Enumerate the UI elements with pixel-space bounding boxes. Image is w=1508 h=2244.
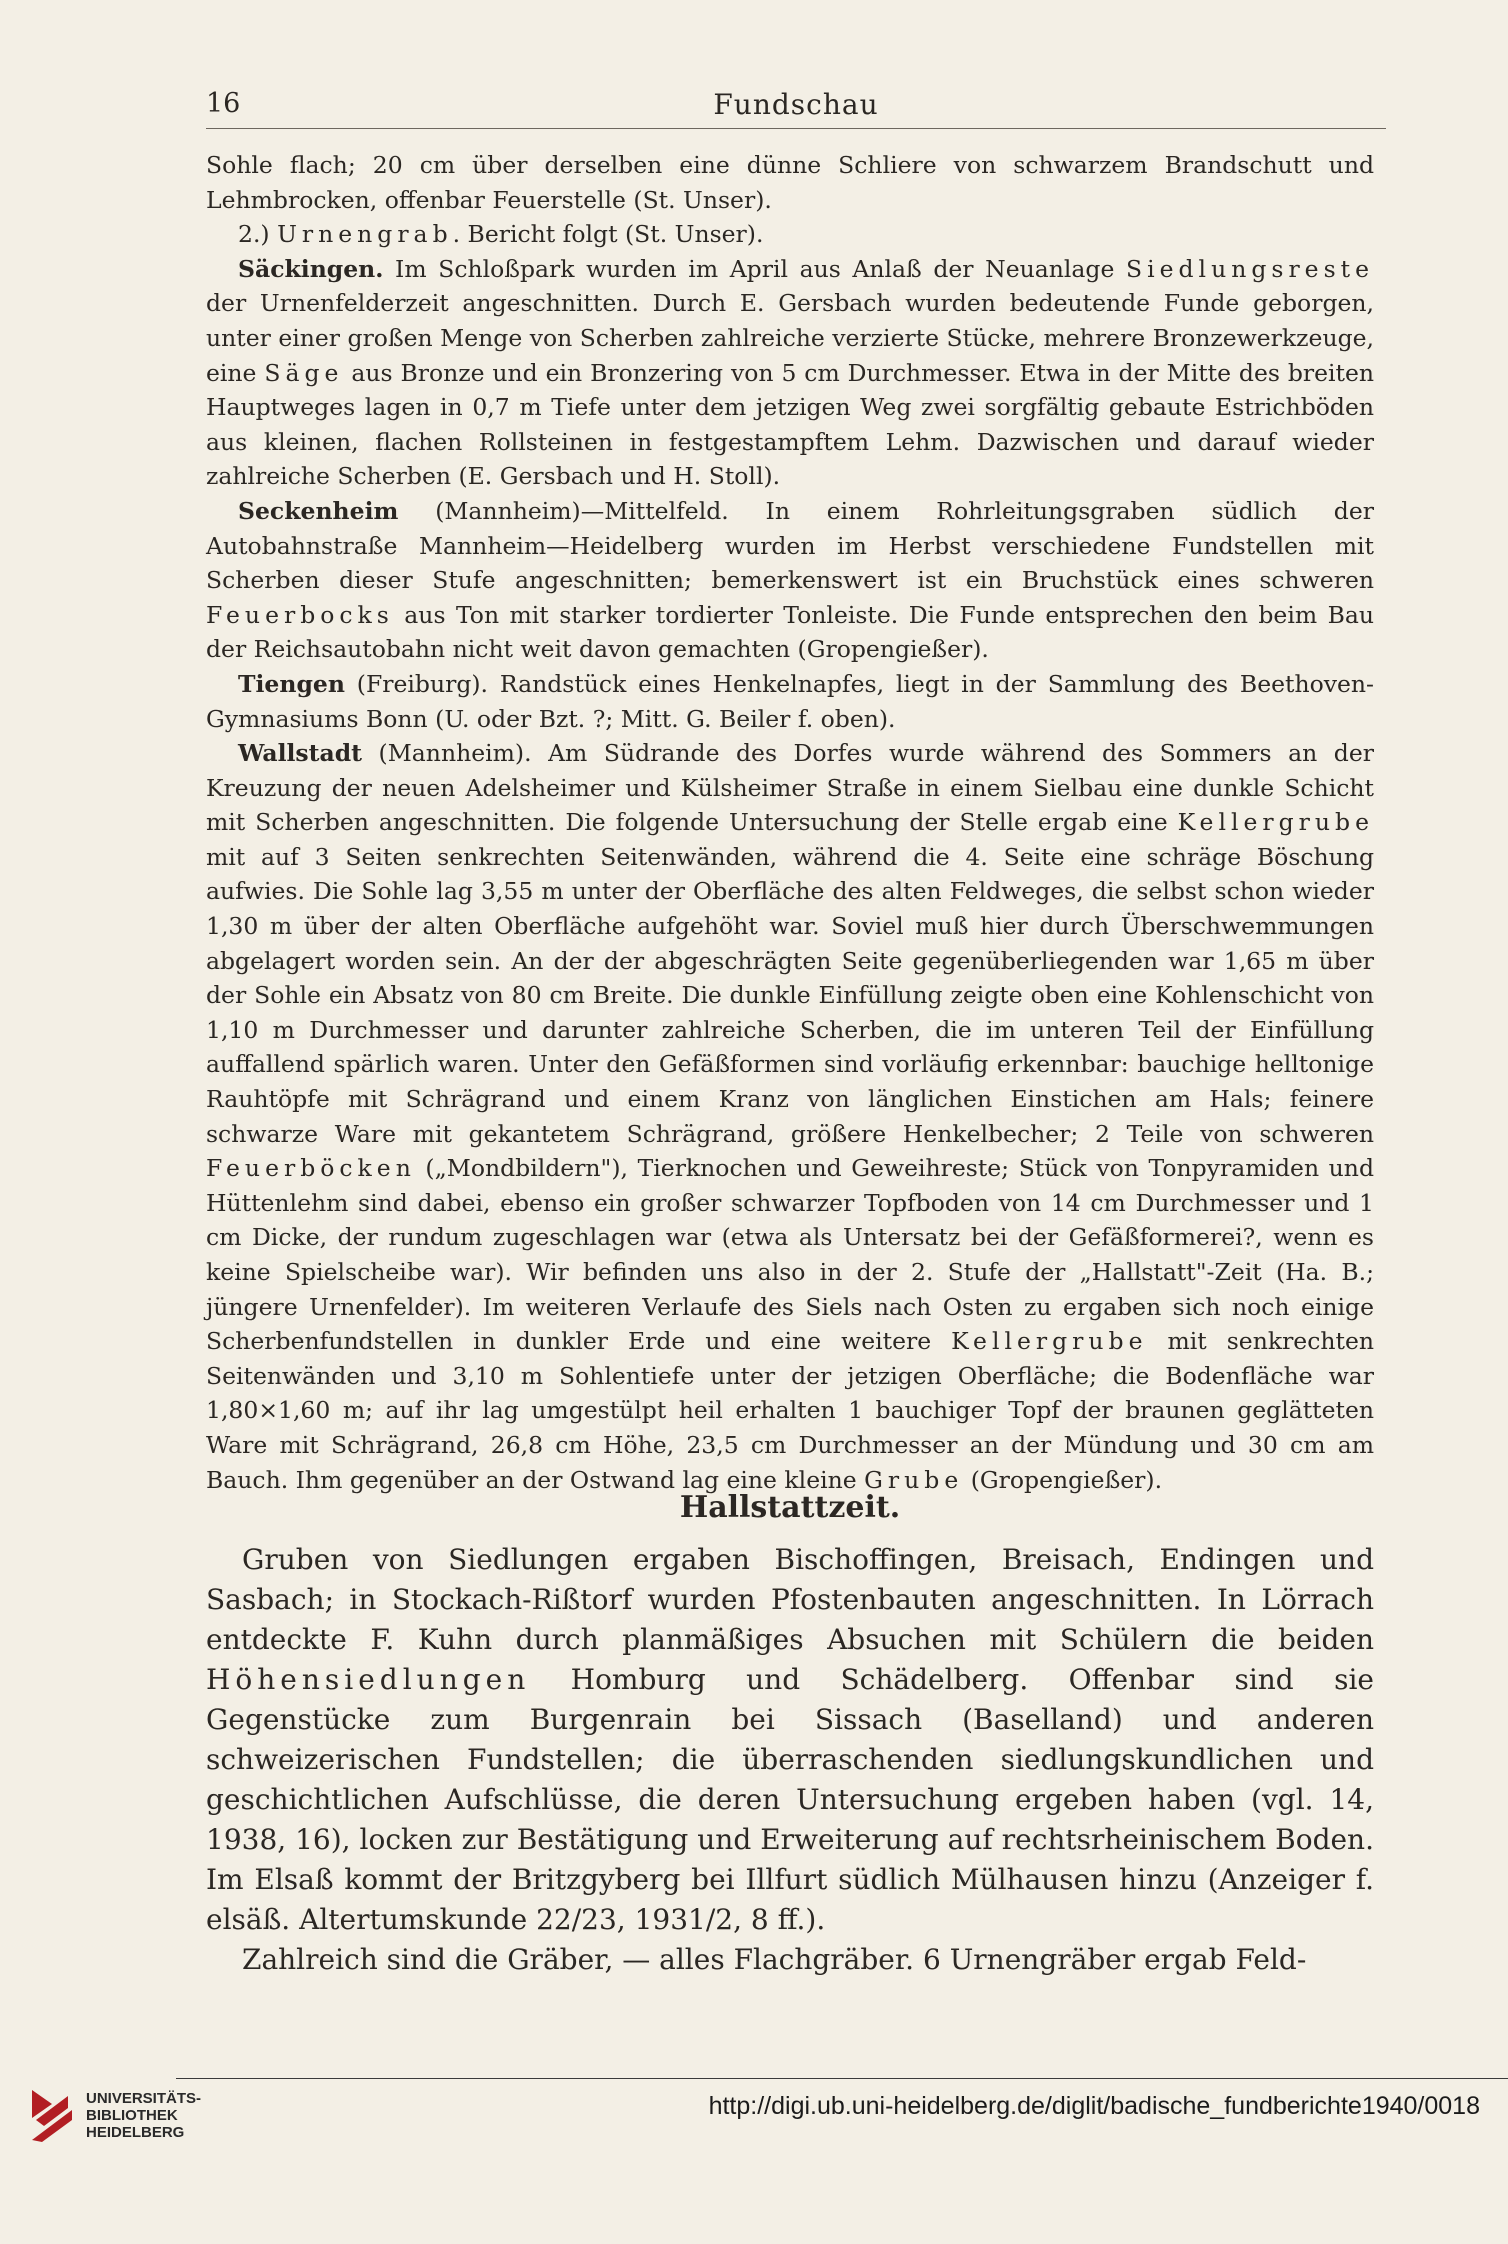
page-header — [206, 88, 1386, 129]
hallstatt-body — [206, 1540, 1374, 1980]
paragraph-intro: Sohle flach; 20 cm über derselben eine dünne Schliere von schwarzem Brandschutt und Lehmbrocken, offenbar Feuerstelle (St. Unser). — [206, 151, 1374, 214]
paragraph-tiengen: Tiengen (Freiburg). Randstück eines Henkelnapfes, liegt in der Sammlung des Beethoven-Gymnasiums Bonn (U. oder Bzt. ?; Mitt. G. Beiler f. oben). — [206, 669, 1374, 733]
site-name-wallstadt: Wallstadt — [238, 739, 363, 768]
page-number: 16 — [206, 88, 241, 119]
paragraph-hallstatt-1: Gruben von Siedlungen ergaben Bischoffingen, Breisach, Endingen und Sasbach; in Stockach-Rißtorf wurden Pfostenbauten angeschnitten. In Lörrach entdeckte F. Kuhn durch planmäßiges Absuchen mit Schülern die beiden Höhensiedlungen Homburg und Schädelberg. Offenbar sind sie Gegenstücke zum Burgenrain bei Sissach (Baselland) und anderen schweizerischen Fundstellen; die überraschenden siedlungskundlichen und geschichtlichen Aufschlüsse, die deren Untersuchung ergeben haben (vgl. 14, 1938, 16), locken zur Bestätigung und Erweiterung auf rechtsrheinischem Boden. Im Elsaß kommt der Britzgyberg bei Illfurt südlich Mülhausen hinzu (Anzeiger f. elsäß. Altertumskunde 22/23, 1931/2, 8 ff.). — [206, 1543, 1374, 1936]
site-name-saeckingen: Säckingen. — [238, 254, 384, 283]
running-head: Fundschau — [713, 88, 879, 121]
library-logo — [28, 2086, 388, 2148]
library-emblem-icon — [28, 2086, 76, 2144]
paragraph-saeckingen: Säckingen. Im Schloßpark wurden im April aus Anlaß der Neuanlage Siedlungsreste der Urnenfelderzeit angeschnitten. Durch E. Gersbach wurden bedeutende Funde geborgen, unter einer großen Menge von Scherben zahlreiche verzierte Stücke, mehrere Bronzewerkzeuge, eine Säge aus Bronze und ein Bronzering von 5 cm Durchmesser. Etwa in der Mitte des breiten Hauptweges lagen in 0,7 m Tiefe unter dem jetzigen Weg zwei sorgfältig gebaute Estrichböden aus kleinen, flachen Rollsteinen in festgestampftem Lehm. Dazwischen und darauf wieder zahlreiche Scherben (E. Gersbach und H. Stoll). — [206, 254, 1374, 491]
section-heading-hallstattzeit: Hallstattzeit. — [679, 1490, 901, 1525]
site-name-tiengen: Tiengen — [238, 669, 345, 698]
report-body — [206, 148, 1374, 1497]
library-name: UNIVERSITÄTS- BIBLIOTHEK HEIDELBERG — [86, 2090, 202, 2141]
site-name-seckenheim: Seckenheim — [238, 496, 399, 525]
paragraph-hallstatt-2: Zahlreich sind die Gräber, — alles Flachgräber. 6 Urnengräber ergab Feld- — [242, 1943, 1307, 1976]
source-url-link[interactable]: http://digi.ub.uni-heidelberg.de/diglit/badische_fundberichte1940/0018 — [708, 2092, 1480, 2120]
footer-rule — [176, 2078, 1508, 2079]
paragraph-seckenheim: Seckenheim (Mannheim)—Mittelfeld. In einem Rohrleitungsgraben südlich der Autobahnstraße Mannheim—Heidelberg wurden im Herbst verschiedene Fundstellen mit Scherben dieser Stufe angeschnitten; bemerkenswert ist ein Bruchstück eines schweren Feuerbocks aus Ton mit starker tordierter Tonleiste. Die Funde entsprechen den beim Bau der Reichsautobahn nicht weit davon gemachten (Gropengießer). — [206, 496, 1374, 664]
paragraph-wallstadt: Wallstadt (Mannheim). Am Südrande des Dorfes wurde während des Sommers an der Kreuzung der neuen Adelsheimer und Külsheimer Straße in einem Sielbau eine dunkle Schicht mit Scherben angeschnitten. Die folgende Untersuchung der Stelle ergab eine Kellergrube mit auf 3 Seiten senkrechten Seitenwänden, während die 4. Seite eine schräge Böschung aufwies. Die Sohle lag 3,55 m unter der Oberfläche des alten Feldweges, die selbst schon wieder 1,30 m über der alten Oberfläche aufgehöht war. Soviel muß hier durch Überschwemmungen abgelagert worden sein. An der der abgeschrägten Seite gegenüberliegenden war 1,65 m über der Sohle ein Absatz von 80 cm Breite. Die dunkle Einfüllung zeigte oben eine Kohlenschicht von 1,10 m Durchmesser und darunter zahlreiche Scherben, die im unteren Teil der Einfüllung auffallend spärlich waren. Unter den Gefäßformen sind vorläufig erkennbar: bauchige helltonige Rauhtöpfe mit Schrägrand und einem Kranz von länglichen Einstichen am Hals; feinere schwarze Ware mit gekantetem Schrägrand, größere Henkelbecher; 2 Teile von schweren Feuerböcken („Mondbildern"), Tierknochen und Geweihreste; Stück von Tonpyramiden und Hüttenlehm sind dabei, ebenso ein großer schwarzer Topfboden von 14 cm Durchmesser und 1 cm Dicke, der rundum zugeschlagen war (etwa als Untersatz bei der Gefäßformerei?, wenn es keine Spielscheibe war). Wir befinden uns also in der 2. Stufe der „Hallstatt"-Zeit (Ha. B.; jüngere Urnenfelder). Im weiteren Verlaufe des Siels nach Osten zu ergaben sich noch einige Scherbenfundstellen in dunkler Erde und eine weitere Kellergrube mit senkrechten Seitenwänden und 3,10 m Sohlentiefe unter der jetzigen Oberfläche; die Bodenfläche war 1,80×1,60 m; auf ihr lag umgestülpt heil erhalten 1 bauchiger Topf der braunen geglätteten Ware mit Schrägrand, 26,8 cm Höhe, 23,5 cm Durchmesser an der Mündung und 30 cm am Bauch. Ihm gegenüber an der Ostwand lag eine kleine Grube (Gropengießer). — [206, 739, 1374, 1494]
paragraph-urnengrab: 2.) Urnengrab. Bericht folgt (St. Unser). — [238, 220, 764, 249]
